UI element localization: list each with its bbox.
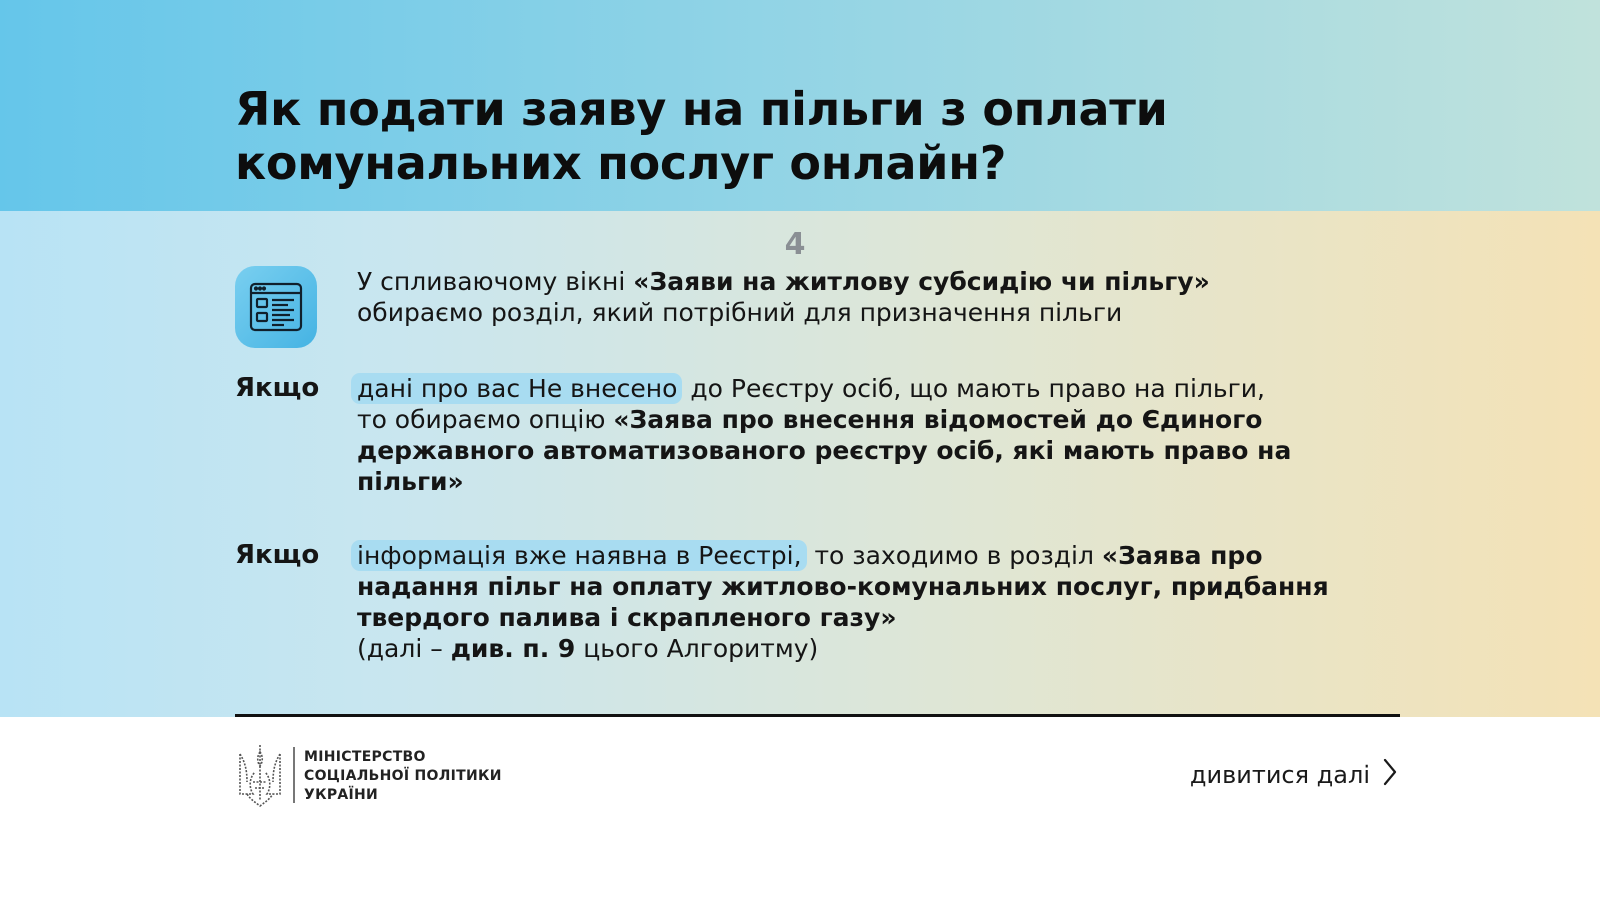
case-1-highlight: дані про вас Не внесено	[351, 373, 682, 404]
intro-text	[357, 266, 1367, 328]
case-2-highlight: інформація вже наявна в Реєстрі,	[351, 540, 807, 571]
case-1-label: Якщо	[235, 373, 320, 403]
ministry-line-1: МІНІСТЕРСТВО	[304, 749, 426, 765]
case-2-part-2: (далі –	[357, 634, 451, 663]
title-line-1: Як подати заяву на пільги з оплати	[235, 82, 1168, 136]
case-2-bold-3: твердого палива і скрапленого газу»	[357, 603, 897, 632]
title-line-2: комунальних послуг онлайн?	[235, 136, 1007, 190]
footer-divider	[235, 714, 1400, 717]
case-2-bold-4: див. п. 9	[450, 634, 576, 663]
logo-separator	[293, 747, 295, 803]
chevron-right-icon[interactable]	[1382, 758, 1398, 792]
step-number: 4	[784, 227, 806, 262]
ministry-line-3: УКРАЇНИ	[304, 787, 379, 803]
trident-coat-of-arms-icon	[235, 742, 285, 812]
case-2-bold-1: «Заява про	[1101, 541, 1263, 570]
case-1-part-2: то обираємо опцію	[357, 405, 614, 434]
case-1-part-1: до Реєстру осіб, що мають право на пільги,	[682, 374, 1265, 403]
case-2-bold-2: надання пільг на оплату житлово-комунальних послуг, придбання	[357, 572, 1329, 601]
case-2-text	[357, 540, 1367, 664]
case-2-part-1: то заходимо в розділ	[806, 541, 1102, 570]
case-1-text	[357, 373, 1367, 497]
intro-part-2: обираємо розділ, який потрібний для призначення пільги	[357, 298, 1123, 327]
ministry-line-2: СОЦІАЛЬНОЇ ПОЛІТИКИ	[304, 768, 502, 784]
browser-window-icon	[235, 266, 317, 348]
case-1-bold-1: «Заява про внесення відомостей до Єдиного	[613, 405, 1263, 434]
next-link[interactable]	[1190, 758, 1398, 792]
page-title	[235, 82, 1335, 190]
intro-bold-1: «Заяви на житлову субсидію чи пільгу»	[633, 267, 1210, 296]
ministry-name	[304, 748, 502, 805]
case-2-label: Якщо	[235, 540, 320, 570]
case-2-part-3: цього Алгоритму)	[575, 634, 819, 663]
case-1-bold-2: державного автоматизованого реєстру осіб, які мають право на	[357, 436, 1292, 465]
intro-part-1: У спливаючому вікні	[357, 267, 634, 296]
next-link-label[interactable]: дивитися далі	[1189, 761, 1370, 789]
case-1-bold-3: пільги»	[357, 467, 464, 496]
